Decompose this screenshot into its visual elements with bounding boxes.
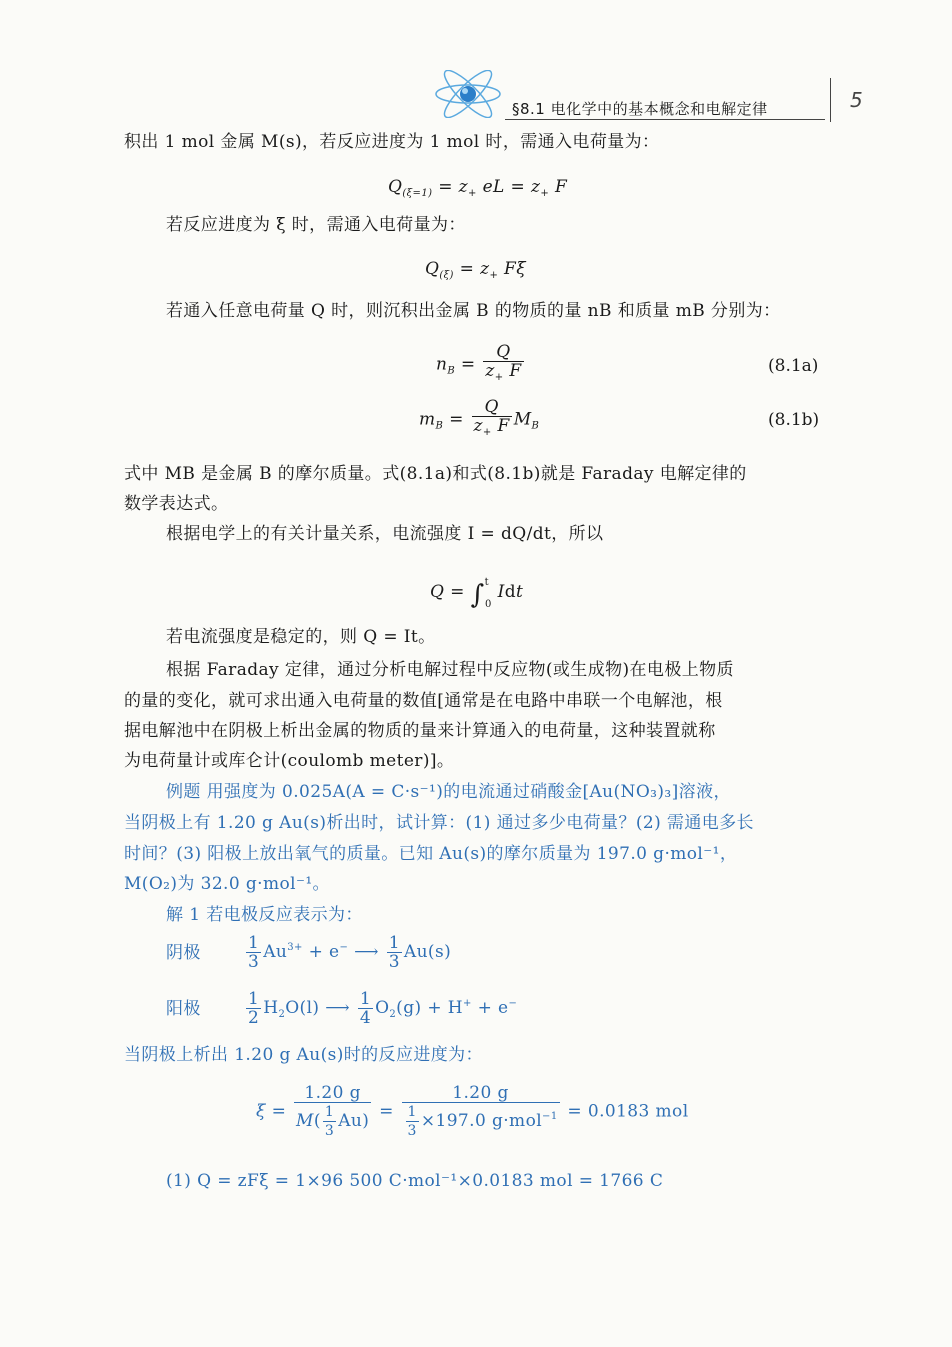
body-line-9: 的量的变化，就可求出通入电荷量的数值[通常是在电路中串联一个电解池，根 — [124, 691, 723, 711]
equation-number-8-1a: (8.1a) — [768, 356, 819, 376]
equation-number-8-1b: (8.1b) — [768, 410, 820, 430]
running-header: §8.1 电化学中的基本概念和电解定律 — [512, 100, 768, 118]
example-line-3: 时间？(3) 阳极上放出氧气的质量。已知 Au(s)的摩尔质量为 197.0 g·mol⁻¹， — [124, 844, 738, 864]
atom-icon — [432, 70, 504, 118]
equation-2: $Q_{(\xi)} = z_+$ Fξ — [425, 259, 527, 281]
body-line-8: 根据 Faraday 定律，通过分析电解过程中反应物(或生成物)在电极上物质 — [166, 660, 734, 680]
body-line-10: 据电解池中在阴极上析出金属的物质的量来计算通入的电荷量，这种装置就称 — [124, 721, 716, 741]
example-line-2: 当阴极上有 1.20 g Au(s)析出时，试计算：(1) 通过多少电荷量？(2) 需通电多长 — [124, 813, 754, 833]
equation-integral: Q = ∫$^t_0$ Idt — [430, 577, 524, 610]
body-line-11: 为电荷量计或库仑计(coulomb meter)]。 — [124, 751, 455, 771]
body-line-3: 若通入任意电荷量 Q 时，则沉积出金属 B 的物质的量 nB 和质量 mB 分别为： — [166, 301, 781, 321]
cathode-reaction: $\frac{1}{3}$ $Au^{3+} + e^-$ ⟶ $\frac{1}{3}$ Au(s) — [248, 933, 452, 972]
cathode-label: 阴极 — [166, 943, 201, 963]
answer-1: (1) Q = zFξ = 1×96 500 C·mol⁻¹×0.0183 mol = 1766 C — [166, 1171, 664, 1191]
xi-result: = 0.0183 mol — [567, 1101, 689, 1122]
xi-numerator-1: 1.20 g — [294, 1084, 371, 1103]
body-line-1: 积出 1 mol 金属 M(s)，若反应进度为 1 mol 时，需通入电荷量为： — [124, 132, 660, 152]
xi-equation: ξ = 1.20 g M( $\frac{1}{3}$ Au) = 1.20 g $\frac{1}{3}$ ×197.0 g·mol$^{-1}$ = 0.0183 mol — [256, 1083, 689, 1139]
equation-1: $Q_{(\xi=1)} = z_+$ eL = $z_+$ F — [388, 177, 568, 199]
xi-numerator-2: 1.20 g — [402, 1084, 560, 1103]
body-line-6: 根据电学上的有关计量关系，电流强度 I = dQ/dt，所以 — [166, 524, 604, 544]
anode-reaction: $\frac{1}{2}$ $H_2O(l)$ ⟶ $\frac{1}{4}$ $O_2(g) + H^+ + e^-$ — [248, 989, 518, 1028]
body-line-7: 若电流强度是稳定的，则 Q = It。 — [166, 627, 436, 647]
body-line-2: 若反应进度为 ξ 时，需通入电荷量为： — [166, 215, 466, 235]
example-line-4: M(O₂)为 32.0 g·mol⁻¹。 — [124, 874, 330, 894]
solution-intro: 解 1 若电极反应表示为： — [166, 905, 363, 925]
equation-8-1b: $m_B$ = $\frac{Q}{z_+ F}$ $M_B$ — [419, 397, 540, 438]
example-line-1: 例题 用强度为 0.025A(A = C·s⁻¹)的电流通过硝酸金[Au(NO₃)₃]溶液， — [166, 782, 731, 802]
header-rule — [505, 119, 825, 120]
anode-label: 阳极 — [166, 999, 201, 1019]
body-line-4: 式中 MB 是金属 B 的摩尔质量。式(8.1a)和式(8.1b)就是 Faraday 电解定律的 — [124, 464, 747, 484]
body-line-5: 数学表达式。 — [124, 494, 229, 514]
example-line-5: 当阴极上析出 1.20 g Au(s)时的反应进度为： — [124, 1045, 483, 1065]
equation-8-1a: $n_B$ = $\frac{Q}{z_+ F}$ — [436, 342, 522, 383]
page-number: 5 — [850, 88, 863, 112]
header-divider — [830, 78, 831, 122]
